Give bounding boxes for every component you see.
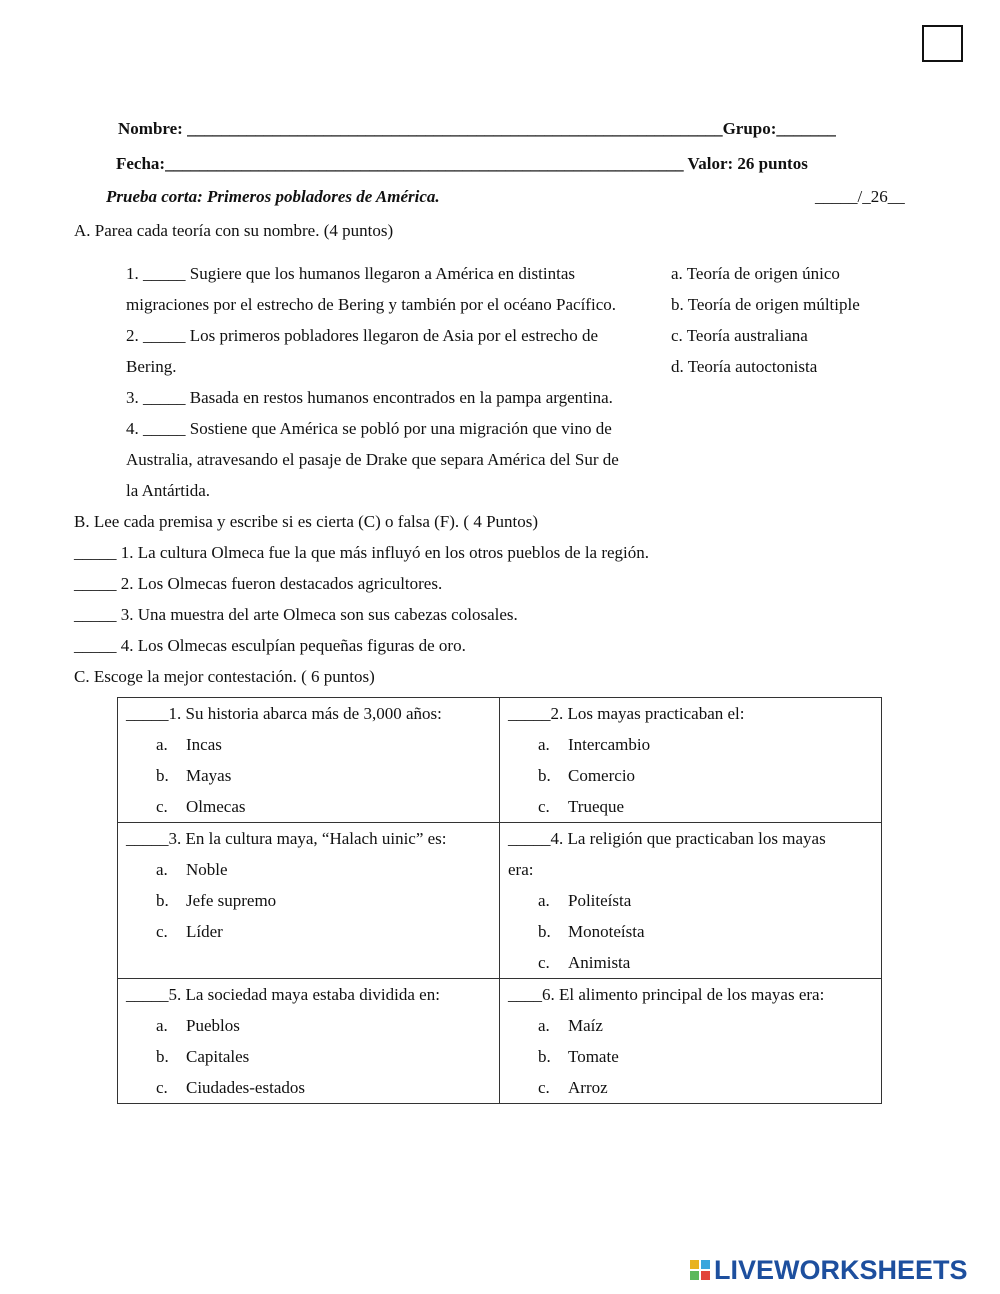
question-cell-3 — [118, 823, 500, 979]
answer-option: a. Politeísta — [538, 891, 632, 910]
section-a-line: 4. _____ Sostiene que América se pobló por una migración que vino de — [126, 419, 612, 438]
question-cell-1 — [118, 698, 500, 823]
answer-option: b. Capitales — [156, 1047, 250, 1066]
true-false-item: _____ 3. Una muestra del arte Olmeca son sus cabezas colosales. — [74, 605, 518, 624]
answer-option: c. Olmecas — [156, 797, 246, 816]
question-cell-6 — [500, 979, 882, 1104]
true-false-item: _____ 4. Los Olmecas esculpían pequeñas figuras de oro. — [74, 636, 466, 655]
section-a-line: migraciones por el estrecho de Bering y también por el océano Pacífico. — [126, 295, 616, 314]
theory-option: a. Teoría de origen único — [671, 264, 840, 283]
answer-option: b. Tomate — [538, 1047, 619, 1066]
question-stem: _____3. En la cultura maya, “Halach uinic” es: — [126, 829, 447, 848]
answer-option: a. Intercambio — [538, 735, 651, 754]
question-stem: ____6. El alimento principal de los mayas era: — [508, 985, 825, 1004]
section-a-line: 2. _____ Los primeros pobladores llegaron de Asia por el estrecho de — [126, 326, 599, 345]
answer-option: b. Comercio — [538, 766, 636, 785]
true-false-item: _____ 2. Los Olmecas fueron destacados agricultores. — [74, 574, 443, 593]
liveworksheets-logo[interactable] — [690, 1255, 968, 1285]
answer-option: a. Pueblos — [156, 1016, 240, 1035]
section-a-line: Australia, atravesando el pasaje de Drake que separa América del Sur de — [126, 450, 619, 469]
question-cell-5 — [118, 979, 500, 1104]
question-stem-continued: era: — [508, 860, 534, 879]
section-b-heading: B. Lee cada premisa y escribe si es cierta (C) o falsa (F). ( 4 Puntos) — [74, 512, 539, 531]
answer-option: a. Maíz — [538, 1016, 603, 1035]
answer-option: a. Incas — [156, 735, 222, 754]
answer-option: c. Animista — [538, 953, 631, 972]
answer-option: a. Noble — [156, 860, 228, 879]
theory-option: d. Teoría autoctonista — [671, 357, 818, 376]
theory-option: c. Teoría australiana — [671, 326, 808, 345]
name-line: Nombre: _______________________________________________________________Grupo:_______ — [118, 119, 836, 138]
multiple-choice-table — [117, 697, 882, 1104]
score-line: _____/_26__ — [815, 187, 905, 206]
logo-text: LIVEWORKSHEETS — [714, 1254, 968, 1285]
page-title: Prueba corta: Primeros pobladores de América. — [106, 187, 440, 206]
true-false-item: _____ 1. La cultura Olmeca fue la que más influyó en los otros pueblos de la región. — [74, 543, 650, 562]
section-a-line: la Antártida. — [126, 481, 211, 500]
answer-option: c. Trueque — [538, 797, 625, 816]
question-cell-2 — [500, 698, 882, 823]
answer-option: c. Ciudades-estados — [156, 1078, 305, 1097]
section-a-line: 3. _____ Basada en restos humanos encontrados en la pampa argentina. — [126, 388, 613, 407]
answer-option: c. Arroz — [538, 1078, 608, 1097]
date-line: Fecha:_____________________________________________________________ Valor: 26 puntos — [116, 154, 808, 173]
question-stem: _____1. Su historia abarca más de 3,000 años: — [126, 704, 442, 723]
question-stem: _____4. La religión que practicaban los mayas — [508, 829, 826, 848]
score-box[interactable] — [922, 25, 963, 62]
section-a-line: Bering. — [126, 357, 177, 376]
question-stem: _____2. Los mayas practicaban el: — [508, 704, 745, 723]
answer-option: b. Mayas — [156, 766, 232, 785]
section-a-heading: A. Parea cada teoría con su nombre. (4 puntos) — [74, 221, 394, 240]
question-stem: _____5. La sociedad maya estaba dividida en: — [126, 985, 440, 1004]
section-c-heading: C. Escoge la mejor contestación. ( 6 puntos) — [74, 667, 375, 686]
logo-squares-icon — [690, 1260, 710, 1280]
answer-option: c. Líder — [156, 922, 223, 941]
answer-option: b. Monoteísta — [538, 922, 645, 941]
theory-option: b. Teoría de origen múltiple — [671, 295, 860, 314]
answer-option: b. Jefe supremo — [156, 891, 277, 910]
section-a-line: 1. _____ Sugiere que los humanos llegaron a América en distintas — [126, 264, 575, 283]
question-cell-4 — [500, 823, 882, 979]
